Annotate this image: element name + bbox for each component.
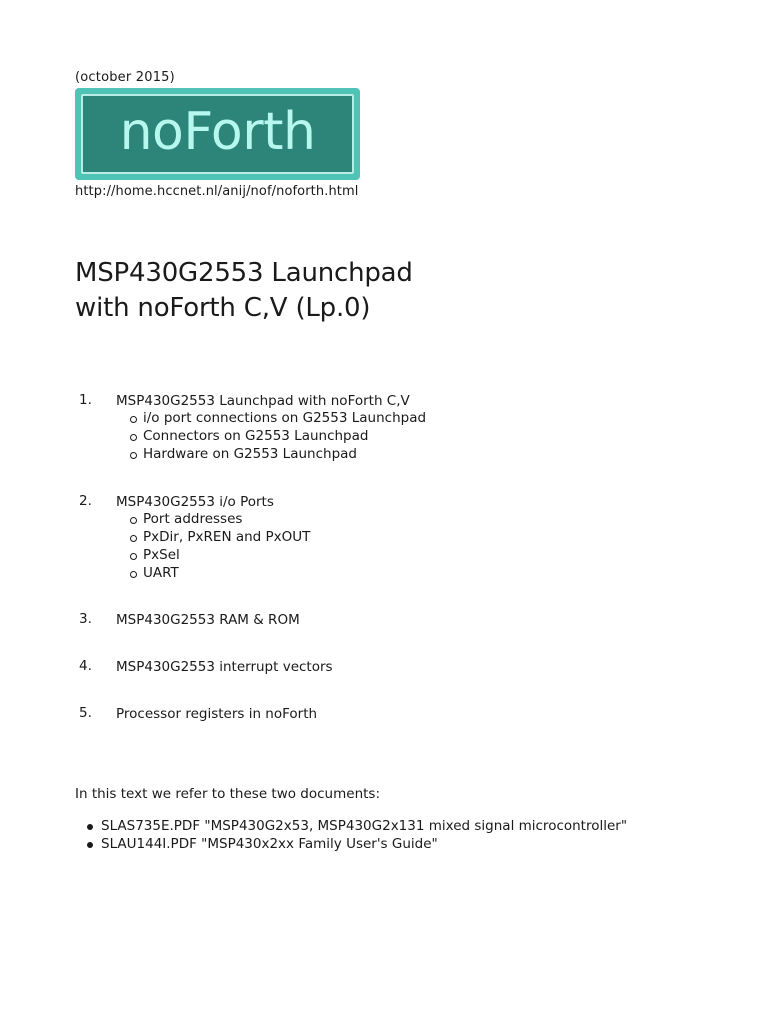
toc-label: MSP430G2553 interrupt vectors <box>116 658 333 675</box>
toc-item-3 <box>75 611 715 629</box>
toc-label: MSP430G2553 i/o Ports <box>116 494 274 511</box>
toc-subitem: Connectors on G2553 Launchpad <box>127 428 715 446</box>
toc-subitem: PxDir, PxREN and PxOUT <box>127 529 715 547</box>
toc-number: 2. <box>79 493 92 510</box>
toc-item-1 <box>75 392 715 463</box>
bullet-icon <box>87 842 93 848</box>
references-intro: In this text we refer to these two documents: <box>75 786 380 802</box>
toc-sublist <box>75 511 715 582</box>
circle-bullet-icon <box>130 452 137 459</box>
toc-number: 3. <box>79 610 92 627</box>
circle-bullet-icon <box>130 434 137 441</box>
logo-frame <box>81 94 354 174</box>
document-date: (october 2015) <box>75 70 175 85</box>
title-line-2: with noForth C,V (Lp.0) <box>75 293 371 323</box>
circle-bullet-icon <box>130 571 137 578</box>
table-of-contents <box>75 392 715 723</box>
toc-number: 1. <box>79 392 92 408</box>
toc-subitem: Hardware on G2553 Launchpad <box>127 446 715 464</box>
toc-number: 5. <box>79 704 92 721</box>
document-title <box>75 256 413 326</box>
references-list <box>75 818 627 853</box>
bullet-icon <box>87 824 93 830</box>
toc-sublist <box>75 410 715 463</box>
circle-bullet-icon <box>130 553 137 560</box>
reference-item: SLAS735E.PDF "MSP430G2x53, MSP430G2x131 mixed signal microcontroller" <box>75 818 627 836</box>
title-line-1: MSP430G2553 Launchpad <box>75 258 413 288</box>
circle-bullet-icon <box>130 416 137 423</box>
toc-subitem: i/o port connections on G2553 Launchpad <box>127 410 715 428</box>
reference-item: SLAU144I.PDF "MSP430x2xx Family User's Guide" <box>75 836 627 854</box>
circle-bullet-icon <box>130 535 137 542</box>
noforth-logo <box>75 88 360 180</box>
toc-label: MSP430G2553 Launchpad with noForth C,V <box>116 393 410 409</box>
toc-item-2 <box>75 493 715 582</box>
circle-bullet-icon <box>130 517 137 524</box>
toc-item-4 <box>75 658 715 676</box>
toc-subitem: UART <box>127 565 715 583</box>
toc-label: Processor registers in noForth <box>116 705 318 722</box>
toc-label: MSP430G2553 RAM & ROM <box>116 611 300 628</box>
toc-number: 4. <box>79 657 92 674</box>
homepage-url[interactable]: http://home.hccnet.nl/anij/nof/noforth.html <box>75 184 359 199</box>
toc-item-5 <box>75 705 715 723</box>
toc-subitem: PxSel <box>127 547 715 565</box>
toc-subitem: Port addresses <box>127 511 715 529</box>
logo-text: noForth <box>119 102 316 162</box>
